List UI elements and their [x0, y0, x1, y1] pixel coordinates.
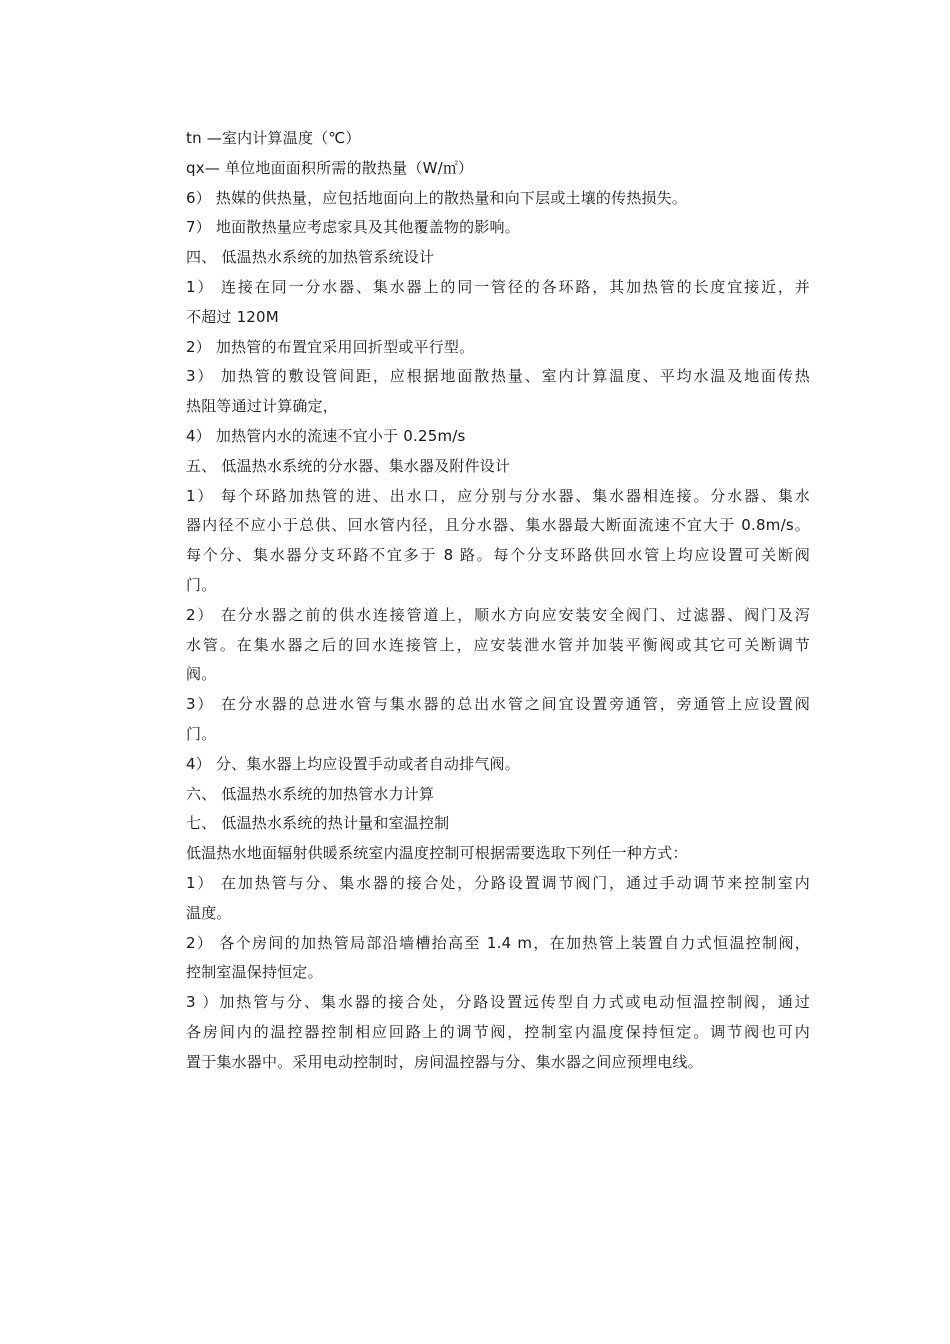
- text-line: 2） 各个房间的加热管局部沿墙槽抬高至 1.4 m，在加热管上装置自力式恒温控制阀，: [186, 933, 810, 952]
- text-line: 1） 连接在同一分水器、集水器上的同一管径的各环路，其加热管的长度宜接近，并: [186, 277, 810, 296]
- text-line: 器内径不应小于总供、回水管内径，且分水器、集水器最大断面流速不宜大于 0.8m/s。: [186, 516, 810, 535]
- text-line: 4） 分、集水器上均应设置手动或者自动排气阀。: [186, 754, 520, 773]
- text-line: 2） 加热管的布置宜采用回折型或平行型。: [186, 337, 475, 356]
- text-line: 门。: [186, 724, 217, 743]
- text-line: 热阻等通过计算确定，: [186, 397, 339, 416]
- text-line: 不超过 120M: [186, 307, 279, 326]
- section-heading: 五、 低温热水系统的分水器、集水器及附件设计: [186, 456, 511, 475]
- text-line: 1） 每个环路加热管的进、出水口，应分别与分水器、集水器相连接。分水器、集水: [186, 486, 810, 505]
- text-line: 7） 地面散热量应考虑家具及其他覆盖物的影响。: [186, 218, 520, 237]
- text-line: 置于集水器中。采用电动控制时，房间温控器与分、集水器之间应预埋电线。: [186, 1052, 703, 1071]
- text-line: 1） 在加热管与分、集水器的接合处，分路设置调节阀门，通过手动调节来控制室内: [186, 873, 810, 892]
- text-line: 温度。: [186, 903, 232, 922]
- text-line: 3 ）加热管与分、集水器的接合处，分路设置远传型自力式或电动恒温控制阀，通过: [186, 993, 810, 1012]
- text-line: qx— 单位地面面积所需的散热量（W/㎡）: [186, 158, 474, 177]
- section-heading: 六、 低温热水系统的加热管水力计算: [186, 784, 435, 803]
- text-line: 阀。: [186, 665, 217, 684]
- text-line: 门。: [186, 575, 217, 594]
- text-line: 控制室温保持恒定。: [186, 963, 323, 982]
- text-line: 6） 热媒的供热量，应包括地面向上的散热量和向下层或土壤的传热损失。: [186, 188, 688, 207]
- text-line: 水管。在集水器之后的回水连接管上，应安装泄水管并加装平衡阀或其它可关断调节: [186, 635, 810, 654]
- text-line: 低温热水地面辐射供暖系统室内温度控制可根据需要选取下列任一种方式：: [186, 844, 688, 863]
- section-heading: 四、 低温热水系统的加热管系统设计: [186, 248, 435, 267]
- document-body: [186, 124, 810, 1078]
- text-line: 各房间内的温控器控制相应回路上的调节阀，控制室内温度保持恒定。调节阀也可内: [186, 1022, 810, 1041]
- text-line: 每个分、集水器分支环路不宜多于 8 路。每个分支环路供回水管上均应设置可关断阀: [186, 546, 810, 565]
- text-line: tn —室内计算温度（℃）: [186, 129, 361, 147]
- text-line: 3） 在分水器的总进水管与集水器的总出水管之间宜设置旁通管，旁通管上应设置阀: [186, 695, 810, 714]
- text-line: 4） 加热管内水的流速不宜小于 0.25m/s: [186, 426, 466, 445]
- text-line: 3） 加热管的敷设管间距，应根据地面散热量、室内计算温度、平均水温及地面传热: [186, 367, 810, 386]
- section-heading: 七、 低温热水系统的热计量和室温控制: [186, 814, 450, 833]
- text-line: 2） 在分水器之前的供水连接管道上，顺水方向应安装安全阀门、过滤器、阀门及泻: [186, 605, 810, 624]
